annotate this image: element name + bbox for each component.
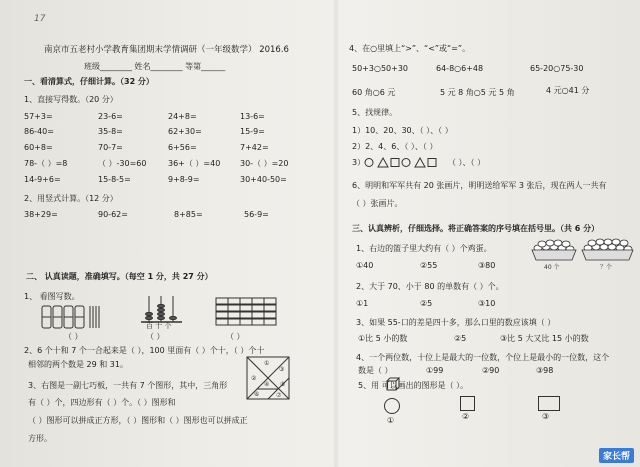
choice-option: ③10	[478, 299, 496, 308]
calc-item: 62+30=	[168, 127, 202, 136]
choice-option: ②55	[420, 261, 438, 270]
tangram-num: ③	[279, 366, 285, 373]
section-1-part-1: 1、直接写得数。（20 分）	[24, 95, 118, 104]
cube-blocks-image	[214, 296, 284, 326]
vertical-calc-item: 90-62=	[98, 210, 128, 219]
choice-option: ③98	[536, 366, 554, 375]
choice-option: ③比 5 大又比 15 小的数	[500, 334, 589, 343]
tangram-num: ⑤	[280, 381, 286, 388]
calc-item: 23-6=	[98, 112, 123, 121]
calc-item: 30+40-50=	[240, 175, 287, 184]
calc-item: 57+3=	[24, 112, 53, 121]
square-option-shape	[460, 396, 475, 411]
student-info: 班级________ 姓名________ 等第______	[84, 62, 226, 71]
cube-icon	[386, 377, 400, 391]
question-3-line-2: 有（ ）个，四边形有（ ）个。（ ）图形和	[28, 398, 176, 407]
choice-option: ①	[387, 416, 395, 425]
calc-item: 24+8=	[168, 112, 197, 121]
tangram-num: ⑦	[276, 392, 282, 399]
vertical-calc-item: 8+85=	[174, 210, 203, 219]
compare-item: 4 元○41 分	[546, 86, 590, 95]
compare-item: 65-20○75-30	[530, 64, 584, 73]
answer-blank: （ ）	[226, 332, 245, 341]
compare-item: 64-8○6+48	[436, 64, 484, 73]
calc-item: 7+42=	[240, 143, 269, 152]
rectangle-option-shape	[538, 396, 560, 411]
basket-label: 40 个	[544, 264, 560, 271]
tangram-image	[246, 356, 290, 400]
pattern-1: 1）10、20、30、（ ）、（ ）	[352, 126, 453, 135]
pattern-3-blanks: （ ）、（ ）	[448, 158, 486, 167]
question-3-line-4: 方形。	[28, 434, 52, 443]
calc-item: 9+8-9=	[168, 175, 200, 184]
choice-option: ①40	[356, 261, 374, 270]
choice-option: ②5	[420, 299, 433, 308]
choice-option: ②90	[482, 366, 500, 375]
choice-option: ②	[462, 412, 470, 421]
choice-option: ③80	[478, 261, 496, 270]
calc-item: 35-8=	[98, 127, 123, 136]
choice-option: ②5	[454, 334, 467, 343]
choice-question-3: 3、如果 55-口的差是四十多，那么口里的数应该填（ ）	[356, 318, 556, 327]
choice-option: ①99	[426, 366, 444, 375]
compare-item: 60 角○6 元	[352, 88, 396, 97]
calc-item: 36+（ ）=40	[168, 159, 221, 168]
compare-item: 5 元 8 角○5 元 5 角	[440, 88, 515, 97]
question-4: 4、在○里填上“>”、“<”或“=”。	[349, 44, 471, 53]
exam-title: 南京市五老村小学教育集团期末学情调研（一年级数学） 2016.6	[44, 45, 289, 55]
question-5: 5、找规律。	[352, 108, 398, 117]
tangram-num: ④	[264, 381, 270, 388]
choice-question-2: 2、大于 70、小于 80 的单数有（ ）个。	[356, 282, 504, 291]
tangram-num: ⑥	[254, 391, 260, 398]
choice-question-4-line-1: 4、一个两位数，十位上是最大的一位数，个位上是最小的一位数，这个	[356, 353, 610, 362]
vertical-calc-item: 38+29=	[24, 210, 58, 219]
pattern-2: 2）2、4、6、（ ）、（ ）	[352, 142, 438, 151]
section-1-heading: 一、看清算式，仔细计算。（32 分）	[24, 77, 154, 86]
calc-item: 15-8-5=	[98, 175, 131, 184]
question-3-line-3: （ ）图形可以拼成正方形，（ ）图形和（ ）图形也可以拼成正	[28, 416, 248, 425]
calc-item: 14-9+6=	[24, 175, 61, 184]
compare-item: 50+3○50+30	[352, 64, 409, 73]
shape-pattern-image	[364, 157, 444, 168]
choice-option: ①比 5 小的数	[358, 334, 408, 343]
section-3-heading: 三、认真辨析，仔细选择。将正确答案的序号填在括号里。（共 6 分）	[352, 224, 600, 233]
answer-blank: （ ）	[64, 332, 83, 341]
choice-question-5: 5、用 可以画出的图形是（ ）。	[358, 381, 469, 390]
calc-item: 30-（ ）=20	[240, 159, 289, 168]
question-3-line-1: 3、右图是一副七巧板，一共有 7 个图形，其中，三角形	[28, 381, 228, 390]
calc-item: 78-（ ）=8	[24, 159, 68, 168]
stick-bundles-image	[40, 304, 108, 330]
calc-item: 6+56=	[168, 143, 197, 152]
abacus-labels: 百 十 个	[146, 322, 172, 330]
calc-item: 60+8=	[24, 143, 53, 152]
choice-question-1: 1、右边的篮子里大约有（ ）个鸡蛋。	[356, 244, 492, 253]
choice-option: ③	[542, 412, 550, 421]
tangram-num: ①	[264, 360, 270, 367]
question-2-line-1: 2、6 个十和 7 个一合起来是（ ），100 里面有（ ）个十，（ ）个十	[24, 346, 265, 355]
watermark-logo: 家长帮	[599, 448, 634, 463]
question-1: 1、 看图写数。	[24, 292, 80, 301]
section-1-part-2: 2、用竖式计算。（12 分）	[24, 194, 118, 203]
answer-blank: （ ）	[146, 332, 165, 341]
handwritten-mark: 17	[34, 14, 46, 24]
vertical-calc-item: 56-9=	[244, 210, 269, 219]
calc-item: 15-9=	[240, 127, 265, 136]
calc-item: 70-7=	[98, 143, 123, 152]
calc-item: 86-40=	[24, 127, 54, 136]
circle-option-shape	[384, 398, 400, 414]
page-fold	[333, 0, 339, 467]
basket-label: ？个	[600, 264, 613, 271]
question-6-line-1: 6、明明和军军共有 20 张画片，明明送给军军 3 张后，现在两人一共有	[352, 181, 607, 190]
choice-option: ①1	[356, 299, 369, 308]
pattern-3-label: 3）	[352, 158, 366, 167]
section-2-heading: 二、 认真读题，准确填写。（每空 1 分，共 27 分）	[26, 272, 213, 281]
egg-baskets-image	[530, 238, 634, 272]
question-6-line-2: （ ）张画片。	[352, 199, 403, 208]
calc-item: 13-6=	[240, 112, 265, 121]
calc-item: （ ）-30=60	[98, 159, 147, 168]
question-2-line-2: 相邻的两个数是 29 和 31。	[28, 360, 128, 369]
choice-question-4-line-2: 数是（ ）	[358, 366, 393, 375]
tangram-num: ②	[251, 375, 257, 382]
